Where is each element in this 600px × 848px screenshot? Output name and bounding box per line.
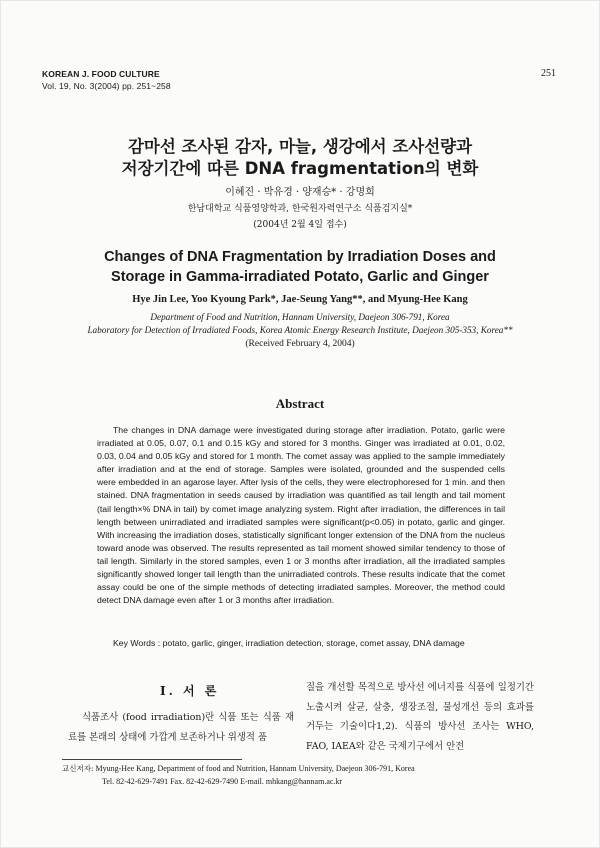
affiliation-line-2: Laboratory for Detection of Irradiated Foods, Korea Atomic Energy Research Institute, Daejeon 305-353, Korea** xyxy=(87,324,513,335)
keywords: Key Words : potato, garlic, ginger, irradiation detection, storage, comet assay, DNA damage xyxy=(113,638,465,648)
volume-info: Vol. 19, No. 3(2004) pp. 251~258 xyxy=(42,81,171,91)
section-heading-introduction: I. 서 론 xyxy=(160,684,220,698)
footnote-label: 교신저자: xyxy=(62,764,94,773)
korean-title xyxy=(0,136,600,180)
affiliation-line-1: Department of Food and Nutrition, Hannam University, Daejeon 306-791, Korea xyxy=(150,312,450,322)
korean-title-line-2: 저장기간에 따른 DNA fragmentation의 변화 xyxy=(121,159,479,178)
english-authors: Hye Jin Lee, Yoo Kyoung Park*, Jae-Seung Yang**, and Myung-Hee Kang xyxy=(132,294,468,305)
korean-affiliation: 한남대학교 식품영양학과, 한국원자력연구소 식품검지실* xyxy=(187,204,413,214)
footnote-line-1: Myung-Hee Kang, Department of food and Nutrition, Hannam University, Daejeon 306-791, Korea xyxy=(95,764,415,773)
body-right-column: 질을 개선할 목적으로 방사선 에너지를 식품에 일정기간 노출시켜 살균, 살충, 생장조절, 물성개선 등의 효과를 거두는 기술이다1,2). 식품의 방사선 조사는 WHO, FAO, IAEA와 같은 국제기구에서 안전 xyxy=(306,682,534,752)
body-left-column: 식품조사 (food irradiation)란 식품 또는 식품 재료를 본래의 상태에 가깝게 보존하거나 위생적 품 xyxy=(68,712,294,743)
korean-received-date: (2004년 2월 4일 접수) xyxy=(253,220,347,230)
page-number: 251 xyxy=(541,68,556,79)
korean-authors: 이혜진 · 박유경 · 양재승* · 강명희 xyxy=(225,187,375,198)
english-title-line-1: Changes of DNA Fragmentation by Irradiation Doses and xyxy=(104,249,496,265)
english-title-line-2: Storage in Gamma-irradiated Potato, Garlic and Ginger xyxy=(111,269,489,285)
footnote-divider xyxy=(62,759,242,760)
abstract-text: The changes in DNA damage were investigated during storage after irradiation. Potato, garlic were irradiated at 0.05, 0.07, 0.1 and 0.15 kGy and stored for 3 months. Ginger was irradiated at 0.01, 0.02, 0.03, 0.04 and 0.05 kGy and stored for 1 month. The comet assay was applied to the sample immediately after irradiation and at the end of storage. Samples were isolated, grounded and the suspended cells were embedded in an agarose layer. After lysis of the cells, they were electrophoresed for 1 min. and then stained. DNA fragmentation in seeds caused by irradiation was quantified as tail length and tail moment (tail length×% DNA in tail) by comet image analyzing system. Right after irradiation, the differences in tail length between unirradiated and irradiated samples were significant(p<0.05) in potato, garlic and ginger. With increasing the irradiation doses, statistically significant longer extension of the DNA from the nucleus toward anode was observed. The results represented as tail moment showed similar tendency to those of tail length. Similarly in the stored samples, even 1 or 3 months after irradiation, all the irradiated samples significantly showed longer tail length than the unirradiated controls. These results indicate that the comet assay could be one of the simple methods of detecting irradiated samples. Moreover, the method could detect DNA damage even after 1 or 3 months after irradiation. xyxy=(97,425,505,606)
english-received-date: (Received February 4, 2004) xyxy=(245,339,355,349)
journal-name: KOREAN J. FOOD CULTURE xyxy=(42,69,160,79)
english-title xyxy=(0,247,600,287)
footnote xyxy=(62,762,415,788)
journal-header xyxy=(42,68,171,92)
english-affiliation xyxy=(0,311,600,336)
abstract-heading: Abstract xyxy=(275,396,325,411)
footnote-line-2: Tel. 82-42-629-7491 Fax. 82-42-629-7490 E-mail. mhkang@hannam.ac.kr xyxy=(102,777,343,786)
korean-title-line-1: 감마선 조사된 감자, 마늘, 생강에서 조사선량과 xyxy=(127,137,473,156)
